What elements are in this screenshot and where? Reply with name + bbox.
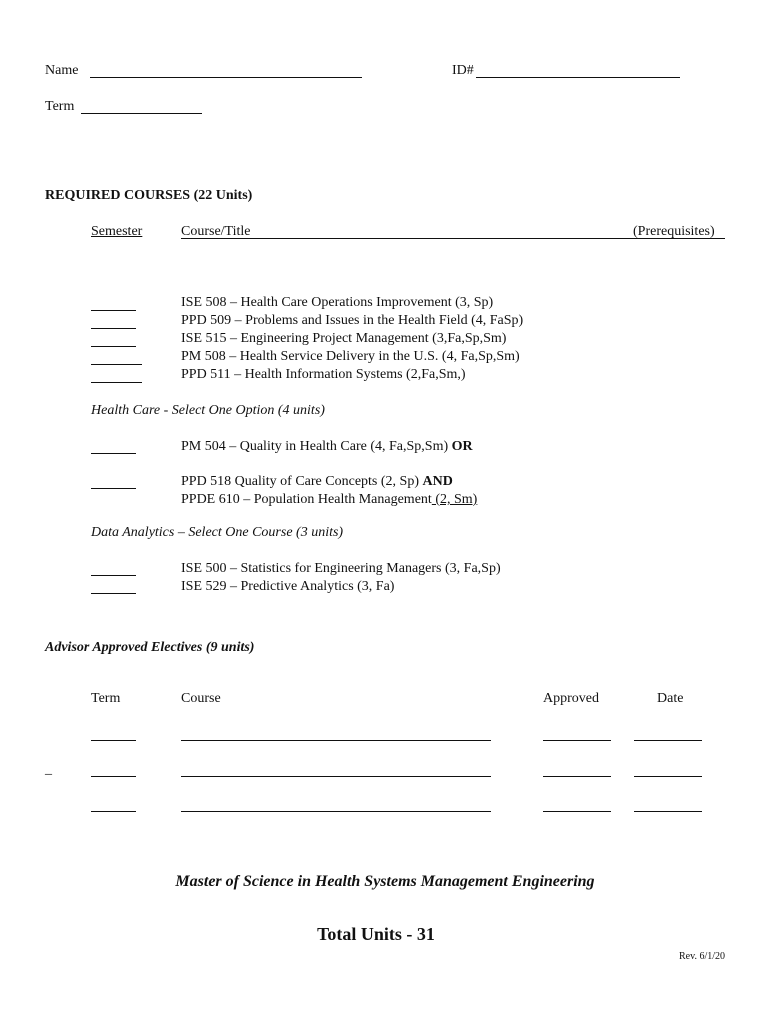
- required-course-3: ISE 515 – Engineering Project Management (3,Fa,Sp,Sm): [181, 331, 507, 346]
- or-conjunction: OR: [451, 439, 473, 454]
- stray-mark: _: [45, 762, 52, 777]
- course-title-column-header: Course/Title: [181, 224, 251, 239]
- elective-1-date-field[interactable]: [634, 740, 702, 741]
- program-title: Master of Science in Health Systems Management Engineering: [175, 873, 595, 890]
- elective-2-course-field[interactable]: [181, 776, 491, 777]
- electives-heading: Advisor Approved Electives (9 units): [45, 640, 255, 655]
- data-analytics-course-1: ISE 500 – Statistics for Engineering Managers (3, Fa,Sp): [181, 561, 501, 576]
- id-label: ID#: [452, 63, 474, 78]
- elective-2-term-field[interactable]: [91, 776, 136, 777]
- elective-1-term-field[interactable]: [91, 740, 136, 741]
- elective-3-approved-field[interactable]: [543, 811, 611, 812]
- elective-3-term-field[interactable]: [91, 811, 136, 812]
- prerequisites-column-header: (Prerequisites): [633, 224, 715, 239]
- elective-2-approved-field[interactable]: [543, 776, 611, 777]
- revision-date: Rev. 6/1/20: [678, 951, 725, 962]
- elective-3-date-field[interactable]: [634, 811, 702, 812]
- required-course-5: PPD 511 – Health Information Systems (2,Fa,Sm,): [181, 367, 466, 382]
- term-label: Term: [45, 99, 75, 114]
- semester-blank-3[interactable]: [91, 346, 136, 347]
- term-field[interactable]: [81, 113, 202, 114]
- name-field[interactable]: [90, 77, 362, 78]
- electives-term-header: Term: [91, 691, 121, 706]
- health-care-blank-1[interactable]: [91, 453, 136, 454]
- data-analytics-course-2: ISE 529 – Predictive Analytics (3, Fa): [181, 579, 395, 594]
- required-course-2: PPD 509 – Problems and Issues in the Health Field (4, FaSp): [181, 313, 524, 328]
- semester-blank-5[interactable]: [91, 382, 142, 383]
- electives-course-header: Course: [181, 691, 221, 706]
- total-units: Total Units - 31: [317, 924, 435, 944]
- semester-blank-1[interactable]: [91, 310, 136, 311]
- health-care-blank-2[interactable]: [91, 488, 136, 489]
- required-courses-heading: REQUIRED COURSES (22 Units): [45, 188, 253, 203]
- semester-blank-4[interactable]: [91, 364, 142, 365]
- elective-2-date-field[interactable]: [634, 776, 702, 777]
- health-care-option-1: [181, 439, 473, 455]
- data-analytics-blank-1[interactable]: [91, 575, 136, 576]
- health-care-option-2-text: PPD 518 Quality of Care Concepts (2, Sp): [181, 474, 419, 489]
- electives-approved-header: Approved: [543, 691, 599, 706]
- ppde-610-text: PPDE 610 – Population Health Management: [181, 492, 432, 507]
- health-care-heading: Health Care - Select One Option (4 units): [91, 403, 325, 418]
- id-field[interactable]: [476, 77, 680, 78]
- elective-1-course-field[interactable]: [181, 740, 491, 741]
- electives-date-header: Date: [657, 691, 684, 706]
- data-analytics-blank-2[interactable]: [91, 593, 136, 594]
- ppde-610-units: (2, Sm): [431, 492, 478, 507]
- elective-1-approved-field[interactable]: [543, 740, 611, 741]
- health-care-option-1-text: PM 504 – Quality in Health Care (4, Fa,Sp,Sm): [181, 439, 449, 454]
- elective-3-course-field[interactable]: [181, 811, 491, 812]
- data-analytics-heading: Data Analytics – Select One Course (3 units): [91, 525, 344, 540]
- name-label: Name: [45, 63, 79, 78]
- semester-blank-2[interactable]: [91, 328, 136, 329]
- required-course-1: ISE 508 – Health Care Operations Improvement (3, Sp): [181, 295, 494, 310]
- required-course-4: PM 508 – Health Service Delivery in the U.S. (4, Fa,Sp,Sm): [181, 349, 520, 364]
- semester-column-header: Semester: [91, 224, 143, 239]
- health-care-option-2-line-2: [181, 492, 477, 508]
- health-care-option-2-line-1: [181, 474, 453, 490]
- and-conjunction: AND: [422, 474, 453, 489]
